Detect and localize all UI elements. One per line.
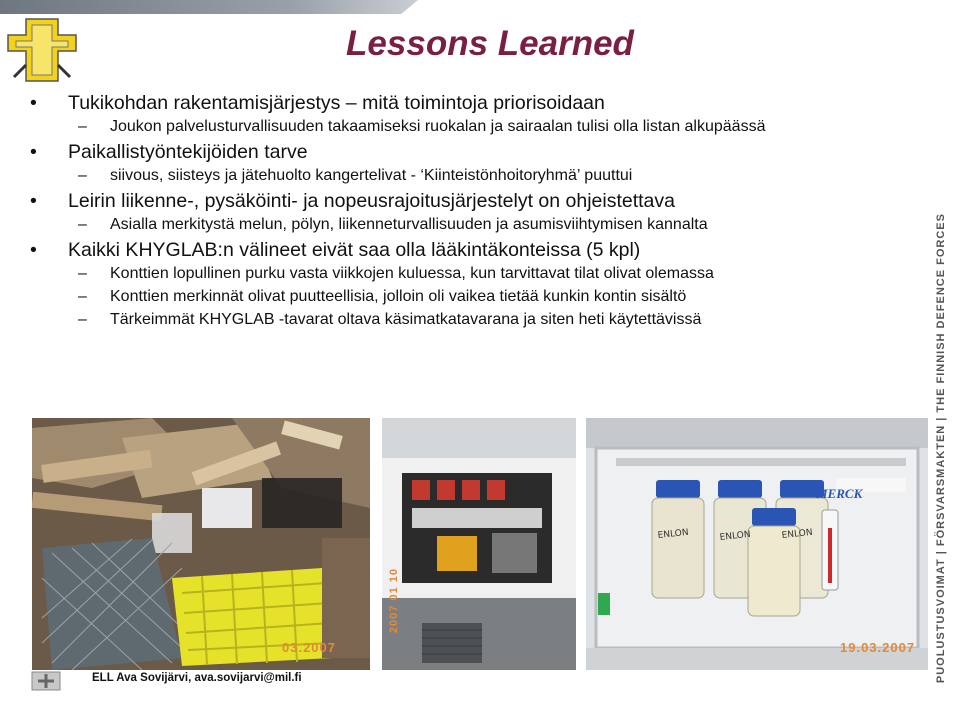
- svg-text:ENLON: ENLON: [781, 527, 814, 541]
- sub-bullet-4a: – Konttien lopullinen purku vasta viikkojen kuluessa, kun tarvittavat tilat olivat olemassa: [78, 265, 714, 282]
- waste-pile-photo: [32, 418, 370, 670]
- bullet-3: • Leirin liikenne-, pysäköinti- ja nopeusrajoitusjärjestelyt on ohjeistettava: [30, 189, 930, 213]
- sub-bullet-4c: – Tärkeimmät KHYGLAB -tavarat oltava käsimatkatavarana ja siten heti käytettävissä: [78, 311, 702, 328]
- footer-author: ELL Ava Sovijärvi, ava.sovijarvi@mil.fi: [92, 672, 302, 684]
- photo-date-stamp: 2007 01 10: [388, 568, 400, 634]
- footer-small-emblem-icon: [30, 670, 62, 692]
- photo-date-stamp: 19.03.2007: [840, 640, 916, 655]
- generator-container-photo: [382, 418, 576, 670]
- generator-illustration: [382, 418, 576, 670]
- waste-pile-illustration: [32, 418, 370, 670]
- sub-bullet-3: – Asialla merkitystä melun, pölyn, liikenneturvallisuuden ja asumisviihtymisen kannalta: [78, 216, 708, 233]
- bullet-list: [30, 90, 930, 333]
- bullet-2: • Paikallistyöntekijöiden tarve: [30, 140, 930, 164]
- fridge-samples-photo: [586, 418, 928, 670]
- bullet-1: • Tukikohdan rakentamisjärjestys – mitä toimintoja priorisoidaan: [30, 91, 930, 115]
- defence-forces-side-banner: PUOLUSTUSVOIMAT | FÖRSVARSMAKTEN | THE FINNISH DEFENCE FORCES: [935, 212, 947, 684]
- fridge-illustration: [586, 418, 928, 670]
- slide-title: Lessons Learned: [346, 24, 634, 63]
- svg-text:ENLON: ENLON: [657, 527, 690, 541]
- sub-bullet-1: – Joukon palvelusturvallisuuden takaamiseksi ruokalan ja sairaalan tulisi olla listan alkupäässä: [78, 118, 766, 135]
- photo-date-stamp: 03.2007: [282, 640, 336, 655]
- top-header-band: [0, 0, 418, 14]
- sub-bullet-2: – siivous, siisteys ja jätehuolto kangertelivat - ‘Kiinteistönhoitoryhmä’ puuttui: [78, 167, 633, 184]
- bullet-4: • Kaikki KHYGLAB:n välineet eivät saa olla lääkintäkonteissa (5 kpl): [30, 238, 930, 262]
- sub-bullet-4b: – Konttien merkinnät olivat puutteellisia, jolloin oli vaikea tietää kunkin kontin sisältö: [78, 288, 687, 305]
- svg-text:ENLON: ENLON: [719, 529, 752, 543]
- merck-brand-label: MERCK: [816, 486, 863, 501]
